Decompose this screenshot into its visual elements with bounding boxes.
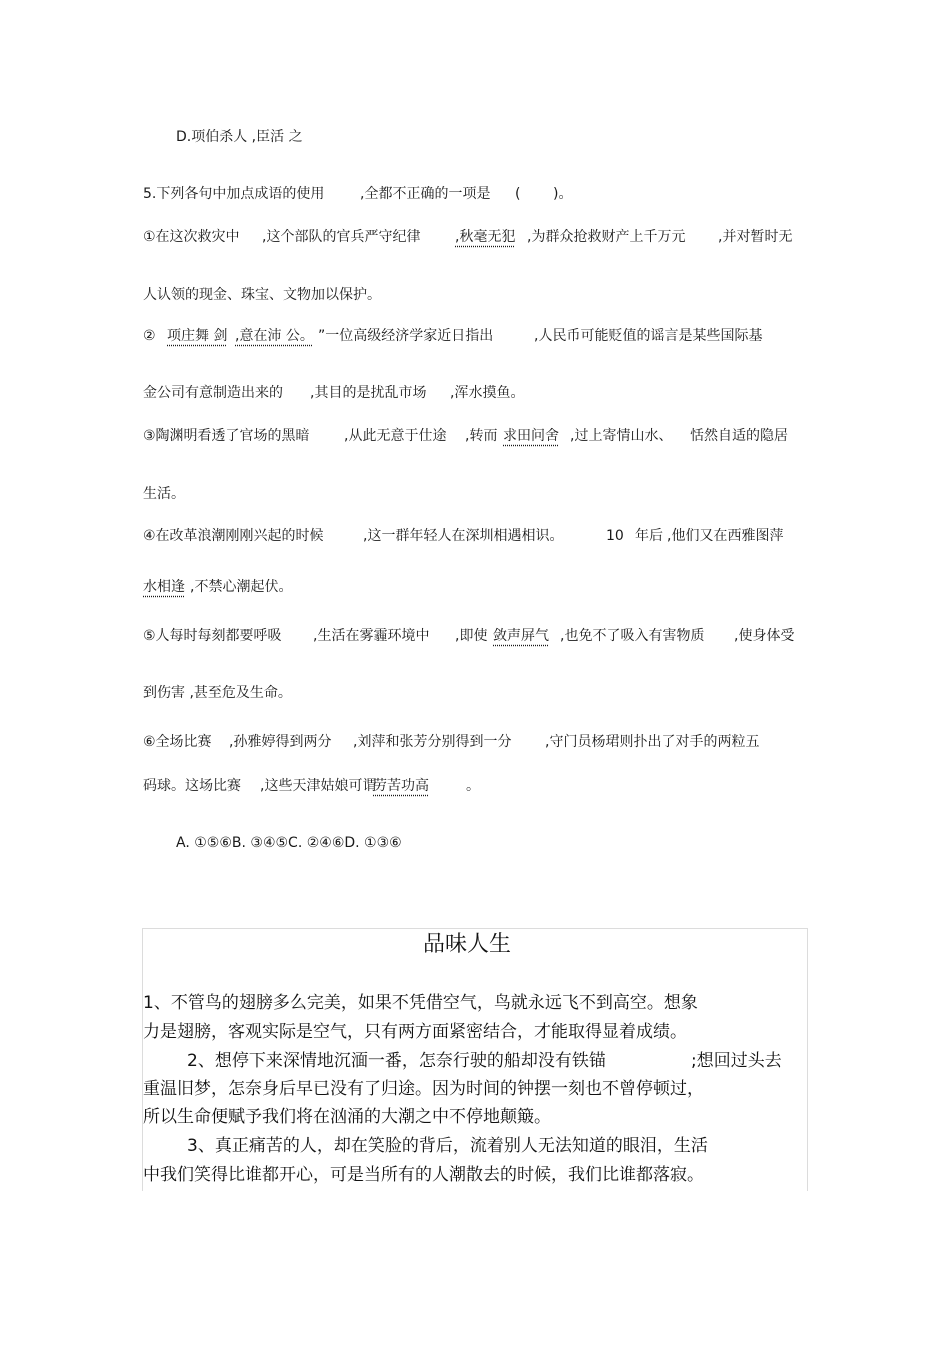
question-5-stem-2: ,全都不正确的一项是 [360, 186, 491, 202]
sentence-3-idiom: 求田问舍 [503, 428, 559, 444]
sentence-2-c: ,人民币可能贬值的谣言是某些国际基 [534, 328, 763, 344]
sentence-6-a: ⑥全场比赛 [143, 734, 212, 750]
sentence-2-b: ”一位高级经济学家近日指出 [318, 328, 494, 344]
sentence-4-c: 10 [606, 528, 624, 544]
sentence-2-idiom-a: 项庄舞 剑 [167, 328, 228, 344]
sentence-5-idiom: 敛声屏气 [493, 628, 549, 644]
sentence-4-b: ,这一群年轻人在深圳相遇相识。 [363, 528, 564, 544]
sentence-2-e: ,其目的是扰乱市场 [310, 385, 427, 401]
question-5-paren-open: ( [515, 186, 521, 202]
sentence-2-d: 金公司有意制造出来的 [143, 385, 283, 401]
sentence-2-idiom-b: ,意在沛 公。 [235, 328, 314, 344]
sentence-1-e: 人认领的现金、珠宝、文物加以保护。 [143, 287, 381, 303]
sentence-5-e: ,使身体受 [734, 628, 795, 644]
sentence-1-c: ,为群众抢救财产上千万元 [527, 229, 686, 245]
question-5-stem: 5.下列各句中加点成语的使用 [143, 186, 325, 202]
essay-box [142, 928, 808, 1191]
essay-p2-line3: 所以生命便赋予我们将在汹涌的大潮之中不停地颠簸。 [143, 1107, 551, 1127]
essay-p3-line2: 中我们笑得比谁都开心，可是当所有的人潮散去的时候，我们比谁都落寂。 [143, 1165, 704, 1185]
sentence-5-b: ,生活在雾霾环境中 [313, 628, 430, 644]
answer-options: A. ①⑤⑥B. ③④⑤C. ②④⑥D. ①③⑥ [176, 835, 402, 851]
essay-title: 品味人生 [423, 932, 512, 957]
sentence-3-d: ,过上寄情山水、 [570, 428, 673, 444]
sentence-6-idiom: 劳苦功高 [373, 778, 429, 794]
sentence-2-f: ,浑水摸鱼。 [450, 385, 525, 401]
essay-p1-line2: 力是翅膀，客观实际是空气，只有两方面紧密结合，才能取得显着成绩。 [143, 1022, 687, 1042]
sentence-5-c: ,即使 [455, 628, 488, 644]
sentence-1-idiom: ,秋毫无犯 [455, 229, 516, 245]
sentence-3-f: 生活。 [143, 486, 185, 502]
sentence-3-b: ,从此无意于仕途 [344, 428, 447, 444]
sentence-6-b: ,孙雅婷得到两分 [229, 734, 332, 750]
sentence-1-b: ,这个部队的官兵严守纪律 [262, 229, 421, 245]
sentence-4-idiom: 水相逢 [143, 579, 185, 595]
sentence-3-a: ③陶渊明看透了官场的黑暗 [143, 428, 310, 444]
sentence-6-d: ,守门员杨珺则扑出了对手的两粒五 [545, 734, 760, 750]
sentence-2-num: ② [143, 328, 156, 344]
question-5-paren-close: )。 [553, 186, 573, 202]
sentence-6-c: ,刘萍和张芳分别得到一分 [353, 734, 512, 750]
sentence-4-a: ④在改革浪潮刚刚兴起的时候 [143, 528, 324, 544]
essay-p3-line1: 3、真正痛苦的人，却在笑脸的背后，流着别人无法知道的眼泪，生活 [187, 1136, 708, 1156]
sentence-5-f: 到伤害 ,甚至危及生命。 [143, 685, 292, 701]
sentence-6-f: ,这些天津姑娘可谓 [260, 778, 377, 794]
sentence-4-e: ,他们又在西雅图萍 [667, 528, 784, 544]
sentence-4-d: 年后 [635, 528, 663, 544]
sentence-6-e: 码球。这场比赛 [143, 778, 241, 794]
essay-p2-line2: 重温旧梦，怎奈身后早已没有了归途。因为时间的钟摆一刻也不曾停顿过， [143, 1079, 704, 1099]
sentence-3-c: ,转而 [465, 428, 498, 444]
essay-p2-line1b: ;想回过头去 [691, 1051, 782, 1071]
sentence-6-g: 。 [466, 778, 480, 794]
sentence-1-a: ①在这次救灾中 [143, 229, 240, 245]
sentence-3-e: 恬然自适的隐居 [690, 428, 788, 444]
sentence-5-a: ⑤人每时每刻都要呼吸 [143, 628, 282, 644]
option-d-line: D.项伯杀人 ,臣活 之 [176, 129, 303, 145]
essay-p2-line1: 2、想停下来深情地沉湎一番，怎奈行驶的船却没有铁锚 [187, 1051, 606, 1071]
sentence-1-d: ,并对暂时无 [718, 229, 793, 245]
sentence-4-f: ,不禁心潮起伏。 [190, 579, 293, 595]
sentence-5-d: ,也免不了吸入有害物质 [560, 628, 705, 644]
essay-p1-line1: 1、不管鸟的翅膀多么完美，如果不凭借空气，鸟就永远飞不到高空。想象 [143, 993, 698, 1013]
